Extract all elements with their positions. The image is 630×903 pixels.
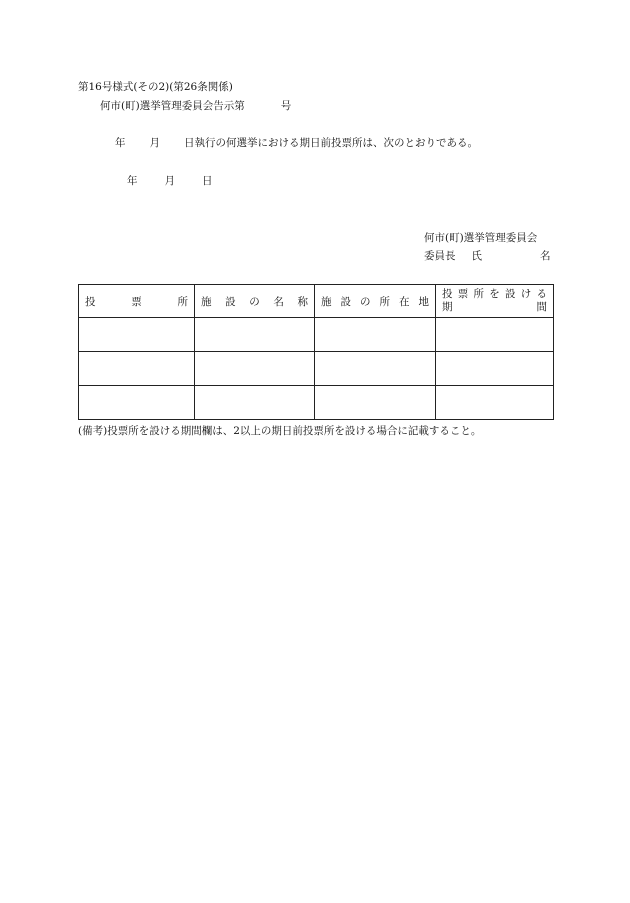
header-char: の — [360, 295, 371, 308]
header-char: 設 — [505, 288, 516, 300]
header-period — [436, 285, 554, 318]
header-char: 所 — [473, 288, 484, 300]
header-char: 称 — [297, 295, 308, 308]
polling-place-table — [78, 284, 554, 420]
header-char: 設 — [340, 295, 351, 308]
remark-note: (備考)投票所を設ける期間欄は、2以上の期日前投票所を設ける場合に記載すること。 — [78, 425, 482, 437]
table-row — [79, 352, 554, 386]
signer-title: 委員長 — [424, 250, 456, 262]
table-row — [79, 386, 554, 420]
signer-shi: 氏 — [471, 250, 482, 262]
header-char: 所 — [379, 295, 390, 308]
table-cell — [436, 386, 554, 420]
table-cell — [315, 352, 436, 386]
body-tsuki: 月 — [149, 137, 160, 149]
table-cell — [195, 318, 315, 352]
header-char: 間 — [536, 301, 547, 313]
body-text — [115, 136, 478, 150]
table-cell — [79, 386, 195, 420]
header-char: を — [489, 288, 500, 300]
date-hi: 日 — [202, 175, 213, 187]
header-char: 票 — [457, 288, 469, 300]
header-char: の — [249, 295, 260, 308]
table-cell — [195, 352, 315, 386]
notice-header — [100, 99, 291, 113]
header-facility-address — [315, 285, 436, 318]
header-char: 地 — [418, 295, 429, 308]
header-char: け — [520, 288, 532, 300]
signer-name — [424, 249, 551, 263]
table-row — [79, 318, 554, 352]
header-char: 設 — [225, 295, 236, 308]
notice-header-left: 何市(町)選挙管理委員会告示第 — [100, 100, 245, 112]
header-char: 施 — [321, 295, 332, 308]
table-header-row — [79, 285, 554, 318]
header-facility-name — [195, 285, 315, 318]
date-line — [127, 174, 213, 188]
body-nen: 年 — [115, 137, 126, 149]
header-char: 名 — [273, 295, 284, 308]
date-nen: 年 — [127, 175, 138, 187]
header-char: る — [536, 288, 547, 300]
header-polling-place — [79, 285, 195, 318]
header-char: 投 — [85, 295, 96, 308]
table-cell — [436, 352, 554, 386]
table-cell — [315, 318, 436, 352]
header-char: 所 — [177, 295, 188, 308]
header-char: 在 — [399, 295, 410, 308]
header-char: 期 — [442, 301, 453, 313]
table-cell — [79, 318, 195, 352]
date-tsuki: 月 — [164, 175, 175, 187]
header-char: 施 — [201, 295, 212, 308]
signer-mei: 名 — [540, 250, 551, 262]
form-number: 第16号様式(その2)(第26条関係) — [78, 81, 233, 93]
table-cell — [315, 386, 436, 420]
table-cell — [79, 352, 195, 386]
notice-header-right: 号 — [280, 100, 292, 112]
table-cell — [436, 318, 554, 352]
signer-org: 何市(町)選挙管理委員会 — [424, 232, 538, 244]
table-cell — [195, 386, 315, 420]
body-sentence: 日執行の何選挙における期日前投票所は、次のとおりである。 — [184, 137, 478, 149]
header-char: 票 — [131, 295, 142, 308]
header-char: 投 — [442, 288, 453, 300]
